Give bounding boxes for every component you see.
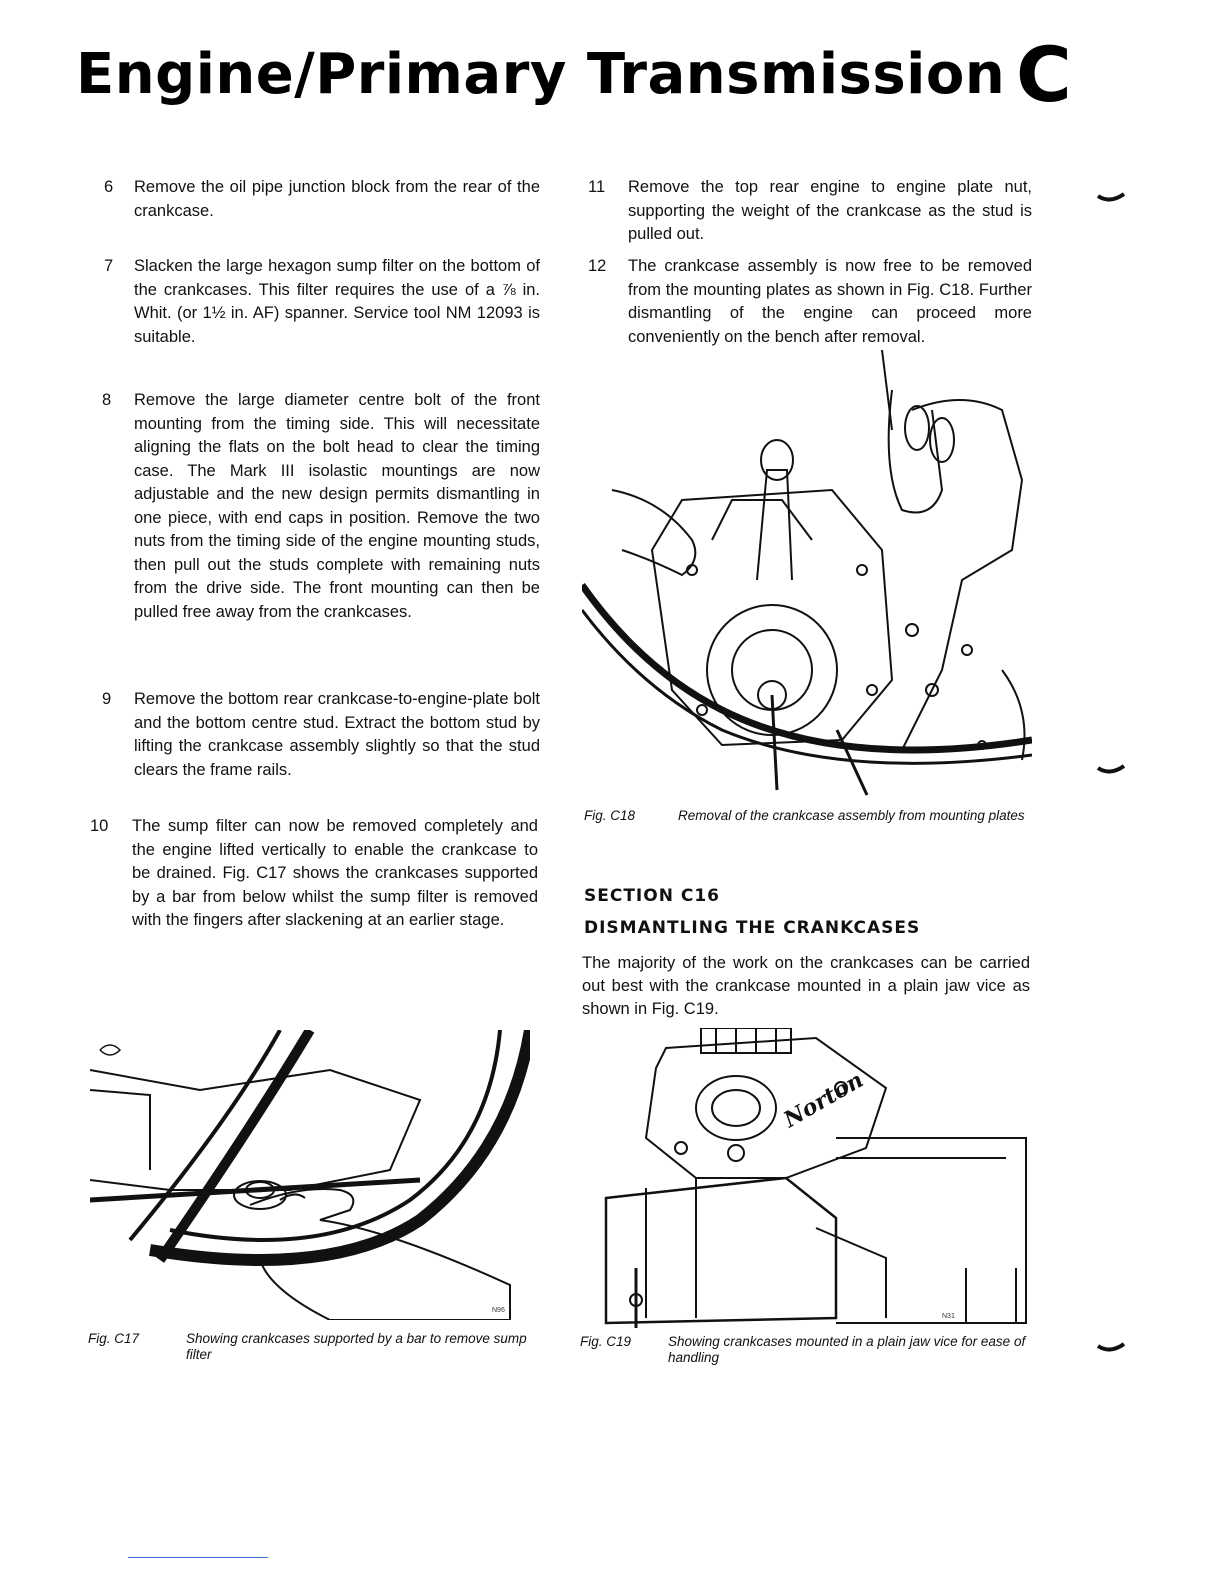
section-intro: The majority of the work on the crankcases can be carried out best with the crankcase mounted in a plain jaw vice as shown in Fig. C19. xyxy=(582,954,1030,1018)
margin-tick-mark xyxy=(1096,1342,1126,1356)
step-text: Remove the bottom rear crankcase-to-engine-plate bolt and the bottom centre stud. Extract the bottom stud by lifting the crankcase assembly slightly so that the stud clears the frame rails. xyxy=(134,690,540,779)
step-text: Remove the top rear engine to engine plate nut, supporting the weight of the crankcase as the stud is pulled out. xyxy=(628,178,1032,243)
figure-caption-text: Removal of the crankcase assembly from mounting plates xyxy=(678,808,1025,823)
figure-c19-code: N31 xyxy=(942,1313,955,1320)
section-title: DISMANTLING THE CRANKCASES xyxy=(584,918,921,938)
step-11 xyxy=(584,176,1032,247)
step-number: 7 xyxy=(104,257,114,275)
figure-label: Fig. C17 xyxy=(88,1331,140,1346)
margin-tick-mark xyxy=(1096,764,1126,778)
step-9 xyxy=(92,688,540,782)
margin-tick-mark xyxy=(1096,192,1126,206)
step-text: The sump filter can now be removed completely and the engine lifted vertically to enable the crankcase to be drained. Fig. C17 shows the crankcases supported by a bar from below whilst the sump filter is removed with the fingers after slackening at an earlier stage. xyxy=(132,817,538,929)
step-number: 10 xyxy=(90,817,109,835)
figure-c17-caption xyxy=(88,1331,538,1363)
section-number: SECTION C16 xyxy=(584,886,720,906)
figure-caption-text: Showing crankcases supported by a bar to remove sump filter xyxy=(186,1331,527,1362)
step-number: 8 xyxy=(102,391,112,409)
page-title: Engine/Primary Transmission xyxy=(76,42,1006,107)
step-text: The crankcase assembly is now free to be removed from the mounting plates as shown in Fig. C18. Further dismantling of the engine can proceed more conveniently on the bench after removal. xyxy=(628,257,1032,346)
step-6 xyxy=(92,176,540,223)
step-number: 11 xyxy=(588,178,606,196)
step-12 xyxy=(584,255,1032,349)
figure-c17-illustration xyxy=(90,1030,530,1320)
figure-c19-illustration xyxy=(586,1028,1031,1328)
figure-caption-text: Showing crankcases mounted in a plain jaw vice for ease of handling xyxy=(668,1334,1026,1365)
figure-label: Fig. C18 xyxy=(584,808,636,823)
step-number: 6 xyxy=(104,178,114,196)
step-text: Remove the large diameter centre bolt of the front mounting from the timing side. This will necessitate aligning the flats on the bolt head to clear the timing case. The Mark III isolastic mountings are now adjustable and the new design permits dismantling in one piece, with end caps in position. Remove the two nuts from the timing side of the engine mounting studs, then pull out the studs complete with remaining nuts from the drive side. The front mounting can then be pulled free away from the crankcases. xyxy=(134,391,540,621)
figure-label: Fig. C19 xyxy=(580,1334,632,1349)
step-7 xyxy=(92,255,540,349)
figure-c18-illustration xyxy=(582,350,1032,800)
chapter-letter: C xyxy=(1016,30,1072,119)
step-10 xyxy=(90,815,538,933)
step-text: Slacken the large hexagon sump filter on the bottom of the crankcases. This filter requires the use of a ⅞ in. Whit. (or 1½ in. AF) spanner. Service tool NM 12093 is suitable. xyxy=(134,257,540,346)
step-number: 12 xyxy=(588,257,607,275)
figure-c18-caption xyxy=(584,808,1034,824)
step-text: Remove the oil pipe junction block from the rear of the crankcase. xyxy=(134,178,540,220)
footer-rule xyxy=(128,1557,268,1558)
norton-logo: Norton xyxy=(779,1066,868,1134)
step-8 xyxy=(92,389,540,624)
figure-c19-caption xyxy=(580,1334,1030,1366)
step-number: 9 xyxy=(102,690,112,708)
figure-c17-code: N96 xyxy=(492,1307,505,1314)
